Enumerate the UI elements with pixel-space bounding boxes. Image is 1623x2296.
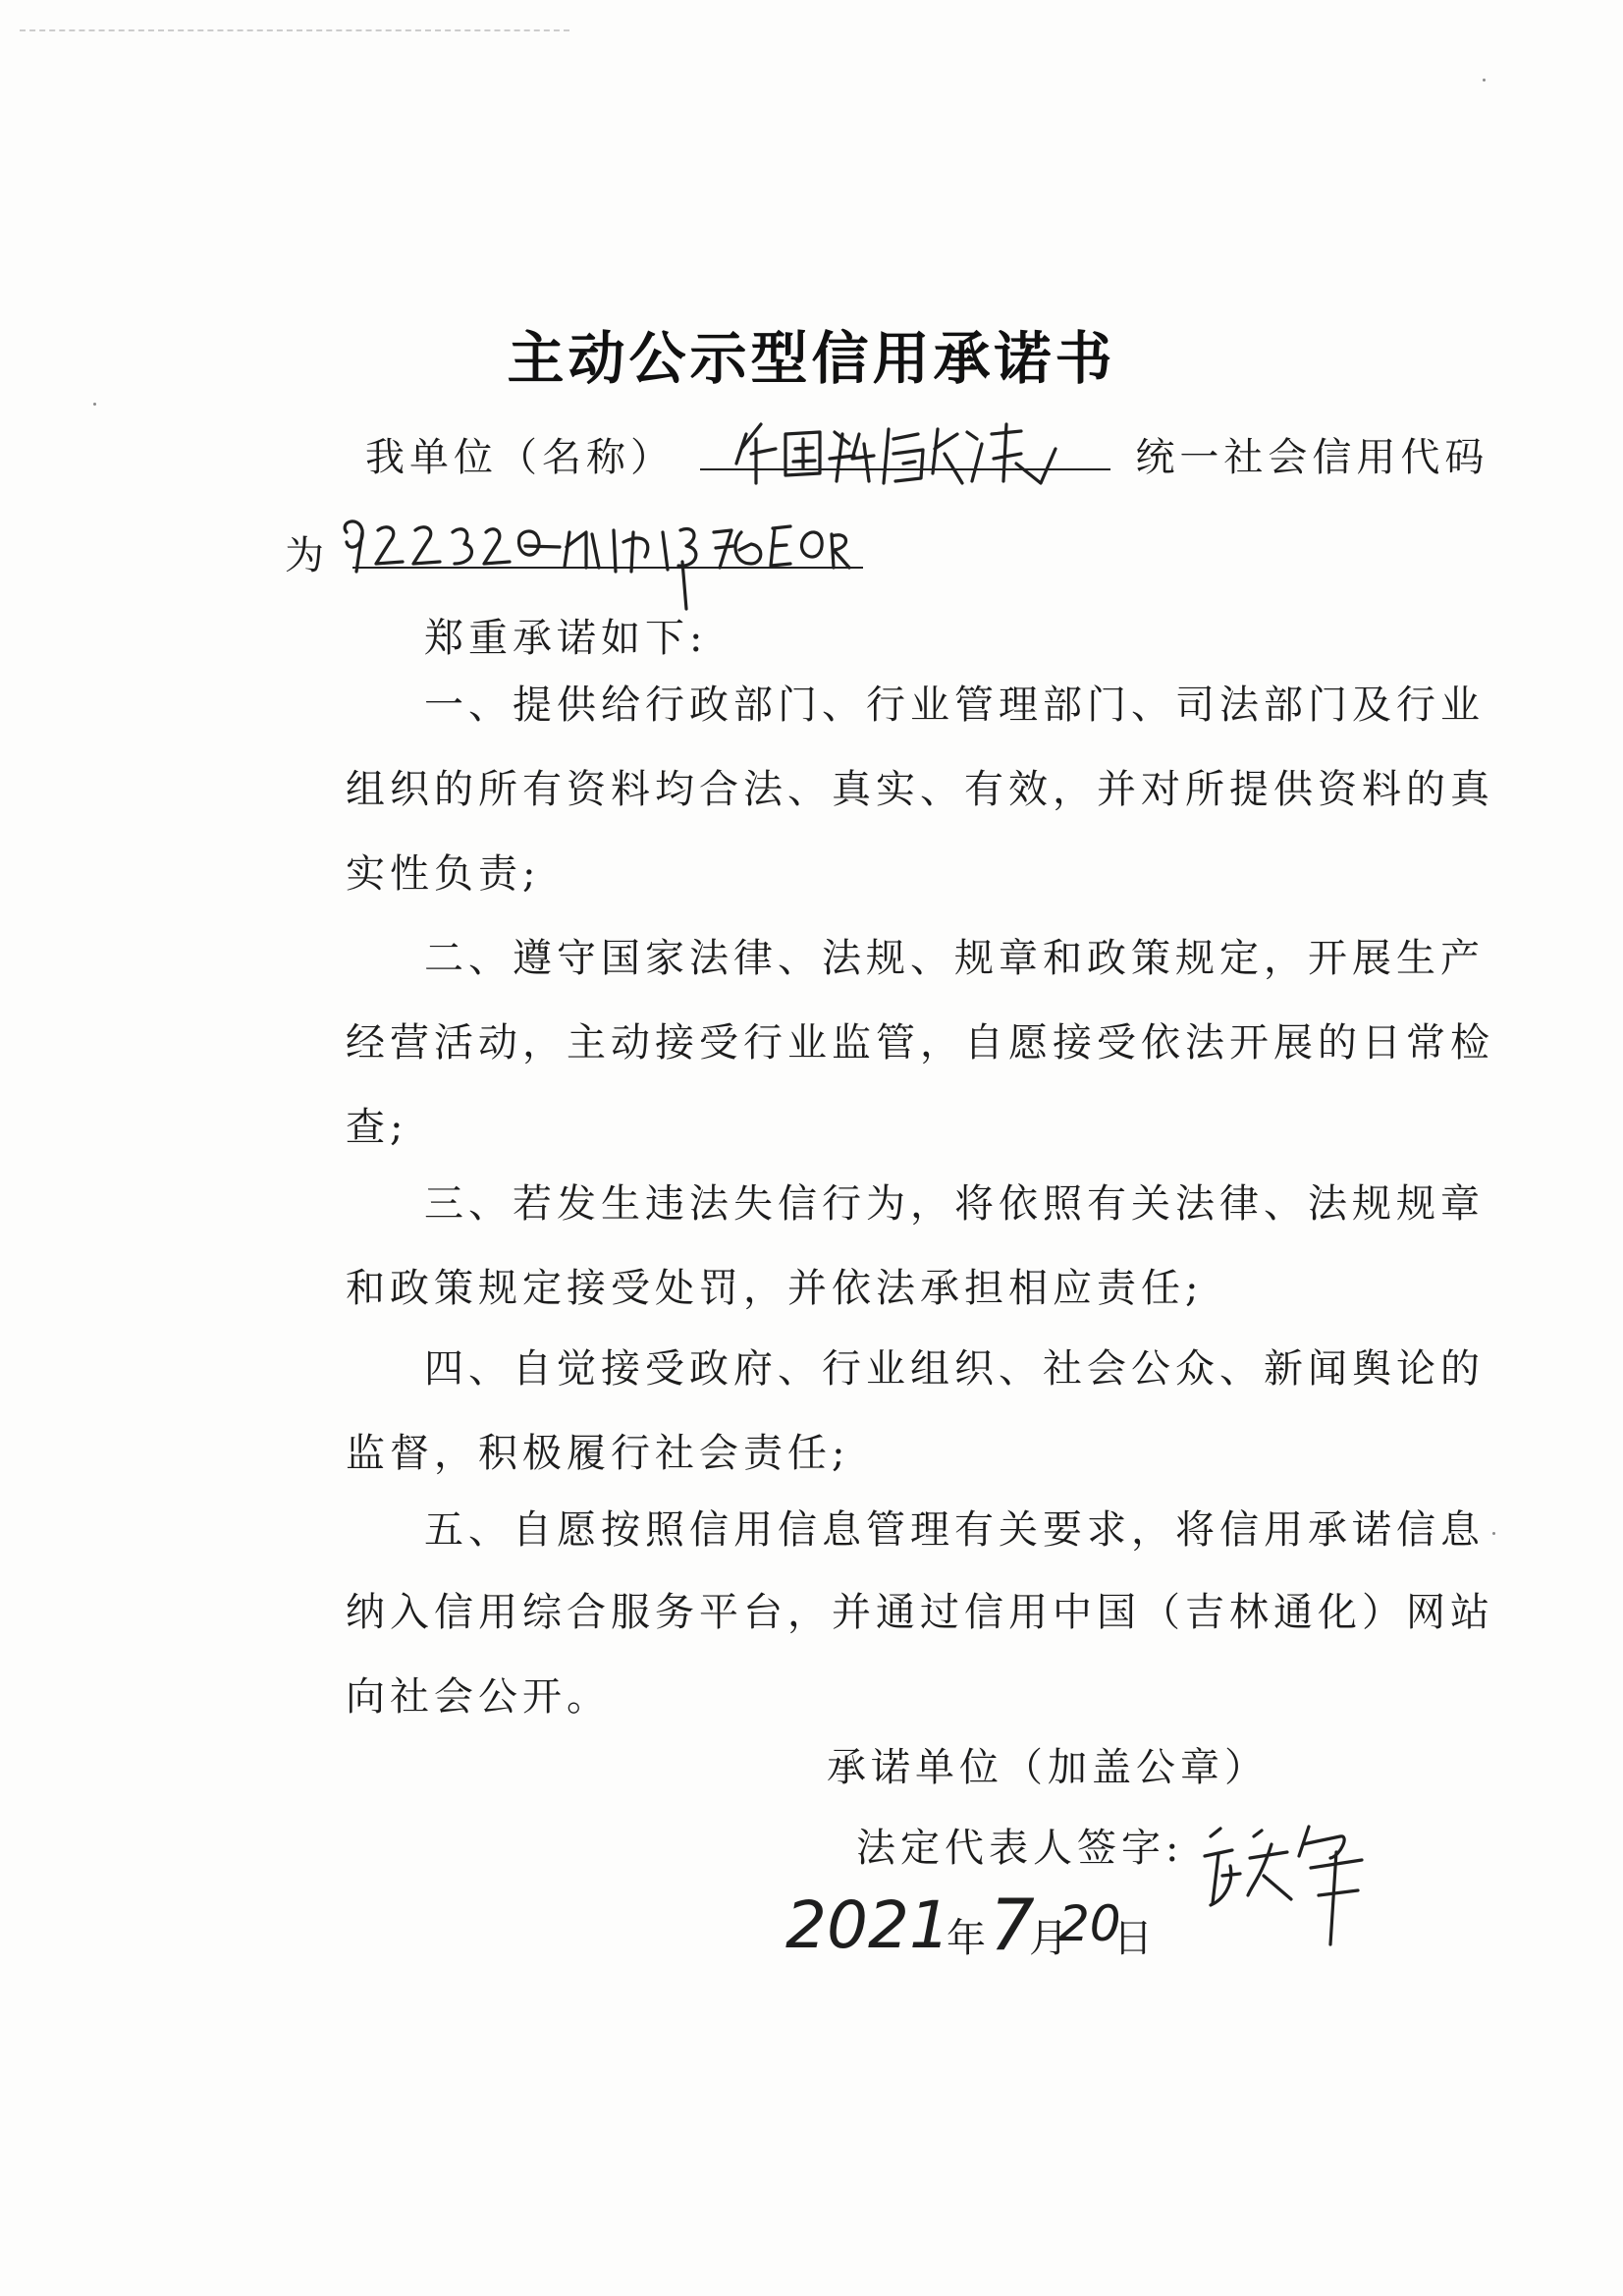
date-month-label: 月 (1029, 1916, 1073, 1961)
commit-heading: 郑重承诺如下: (424, 616, 708, 661)
date-month-hand: 7 (990, 1884, 1035, 1966)
date-year-label: 年 (947, 1916, 991, 1961)
clause-1-line-1: 一、提供给行政部门、行业管理部门、司法部门及行业 (424, 683, 1485, 728)
clause-5-line-3: 向社会公开。 (346, 1674, 611, 1720)
scan-dust (1483, 79, 1486, 82)
date-year-hand: 2021 (785, 1887, 950, 1963)
unit-seal-label: 承诺单位（加盖公章） (827, 1745, 1269, 1790)
clause-5-line-1: 五、自愿按照信用信息管理有关要求，将信用承诺信息 (424, 1507, 1485, 1553)
document-title: 主动公示型信用承诺书 (507, 325, 1116, 392)
clause-1-line-3: 实性负责; (346, 851, 541, 897)
clause-1-line-2: 组织的所有资料均合法、真实、有效，并对所提供资料的真 (346, 767, 1494, 812)
scan-dust (93, 403, 96, 406)
clause-2-line-2: 经营活动，主动接受行业监管，自愿接受依法开展的日常检 (346, 1020, 1494, 1066)
clause-4-line-1: 四、自觉接受政府、行业组织、社会公众、新闻舆论的 (424, 1346, 1485, 1392)
handwritten-credit-code (329, 503, 839, 611)
rep-sign-label: 法定代表人签字: (856, 1826, 1184, 1871)
date-day-label: 日 (1113, 1916, 1158, 1961)
clause-4-line-2: 监督，积极履行社会责任; (346, 1431, 850, 1476)
clause-3-line-2: 和政策规定接受处罚，并依法承担相应责任; (346, 1266, 1204, 1311)
clause-2-line-1: 二、遵守国家法律、法规、规章和政策规定，开展生产 (424, 936, 1485, 981)
scan-dust (1492, 1532, 1495, 1535)
intro-middle: 统一社会信用代码 (1135, 435, 1489, 480)
clause-2-line-3: 查; (346, 1105, 408, 1150)
scan-edge-mark (20, 29, 569, 31)
handwritten-unit-name (727, 405, 1119, 493)
date-day-hand: 20 (1058, 1895, 1121, 1952)
clause-3-line-1: 三、若发生违法失信行为，将依照有关法律、法规规章 (424, 1181, 1485, 1227)
intro-prefix: 我单位（名称） (365, 435, 675, 480)
handwritten-signature (1193, 1797, 1438, 1964)
clause-5-line-2: 纳入信用综合服务平台，并通过信用中国（吉林通化）网站 (346, 1590, 1494, 1635)
code-prefix: 为 (285, 533, 329, 578)
